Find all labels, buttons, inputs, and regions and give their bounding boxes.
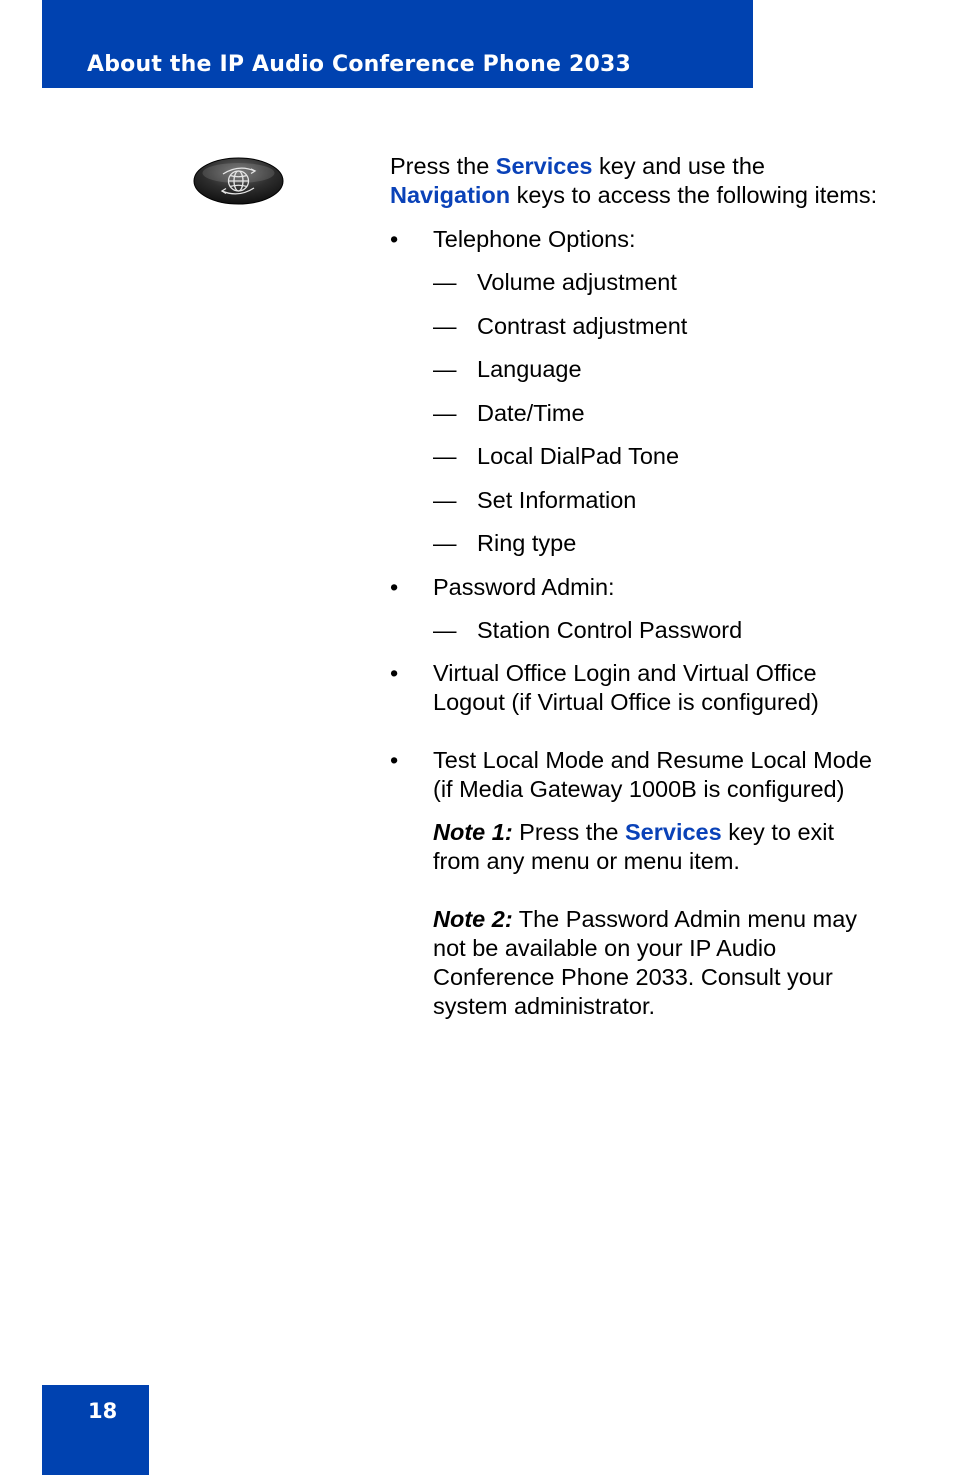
list-item-label: Station Control Password: [477, 616, 743, 643]
dash-mark: —: [433, 443, 457, 469]
list-item: [390, 442, 880, 471]
dash-mark: —: [433, 399, 457, 426]
note-1-text-2: key to exit from any menu or menu item.: [433, 819, 835, 874]
bullet-virtual-office: [390, 659, 880, 717]
navigation-keyword: Navigation: [390, 182, 511, 208]
bullet-label: Virtual Office Login and Virtual Office Logout (if Virtual Office is configured): [433, 660, 819, 715]
bullet-label: Telephone Options:: [433, 226, 636, 252]
list-item-label: Ring type: [477, 530, 577, 556]
note-1-label: Note 1:: [433, 819, 513, 845]
content-column: [390, 152, 880, 1021]
services-keyword: Services: [495, 153, 593, 179]
bullet-local-mode: [390, 746, 880, 804]
list-item: [390, 486, 880, 515]
intro-text-2: key and use the: [592, 153, 765, 179]
list-item: [390, 312, 880, 341]
list-item: [390, 355, 880, 384]
intro-text-1: Press the: [390, 153, 496, 179]
list-item: [390, 529, 880, 558]
header-bar: [42, 0, 753, 88]
bullet-mark: •: [390, 573, 399, 600]
note-2-text: The Password Admin menu may not be available on your IP Audio Conference Phone 2033. Consult your system administrator.: [433, 906, 858, 1019]
note-1: [390, 818, 880, 876]
intro-text-3: keys to access the following items:: [510, 182, 878, 208]
list-item-label: Volume adjustment: [477, 269, 677, 295]
dash-mark: —: [433, 312, 457, 339]
page-header-title: About the IP Audio Conference Phone 2033: [87, 52, 632, 77]
dash-mark: —: [433, 269, 457, 295]
note-1-text-1: Press the: [512, 819, 625, 845]
bullet-password-admin: [390, 573, 880, 602]
list-item-label: Contrast adjustment: [477, 312, 688, 339]
services-key-icon: [193, 157, 284, 205]
page-number: 18: [88, 1399, 118, 1423]
list-item-label: Local DialPad Tone: [477, 443, 680, 469]
dash-mark: —: [433, 356, 457, 382]
bullet-mark: •: [390, 226, 399, 252]
bullet-telephone-options: [390, 225, 880, 254]
intro-paragraph: [390, 152, 880, 210]
list-item-label: Language: [477, 356, 582, 382]
list-item: [390, 399, 880, 428]
list-item-label: Set Information: [477, 486, 637, 513]
bullet-label: Test Local Mode and Resume Local Mode (if Media Gateway 1000B is configured): [433, 747, 872, 802]
services-keyword: Services: [624, 819, 722, 845]
bullet-mark: •: [390, 747, 399, 773]
footer-bar: [42, 1385, 149, 1475]
list-item: [390, 616, 880, 645]
note-2-label: Note 2:: [433, 906, 513, 932]
bullet-mark: •: [390, 660, 399, 686]
dash-mark: —: [433, 486, 457, 513]
note-2: [390, 905, 880, 1021]
dash-mark: —: [433, 616, 457, 643]
list-item: [390, 268, 880, 297]
dash-mark: —: [433, 530, 457, 556]
list-item-label: Date/Time: [477, 399, 585, 426]
bullet-label: Password Admin:: [433, 573, 615, 600]
